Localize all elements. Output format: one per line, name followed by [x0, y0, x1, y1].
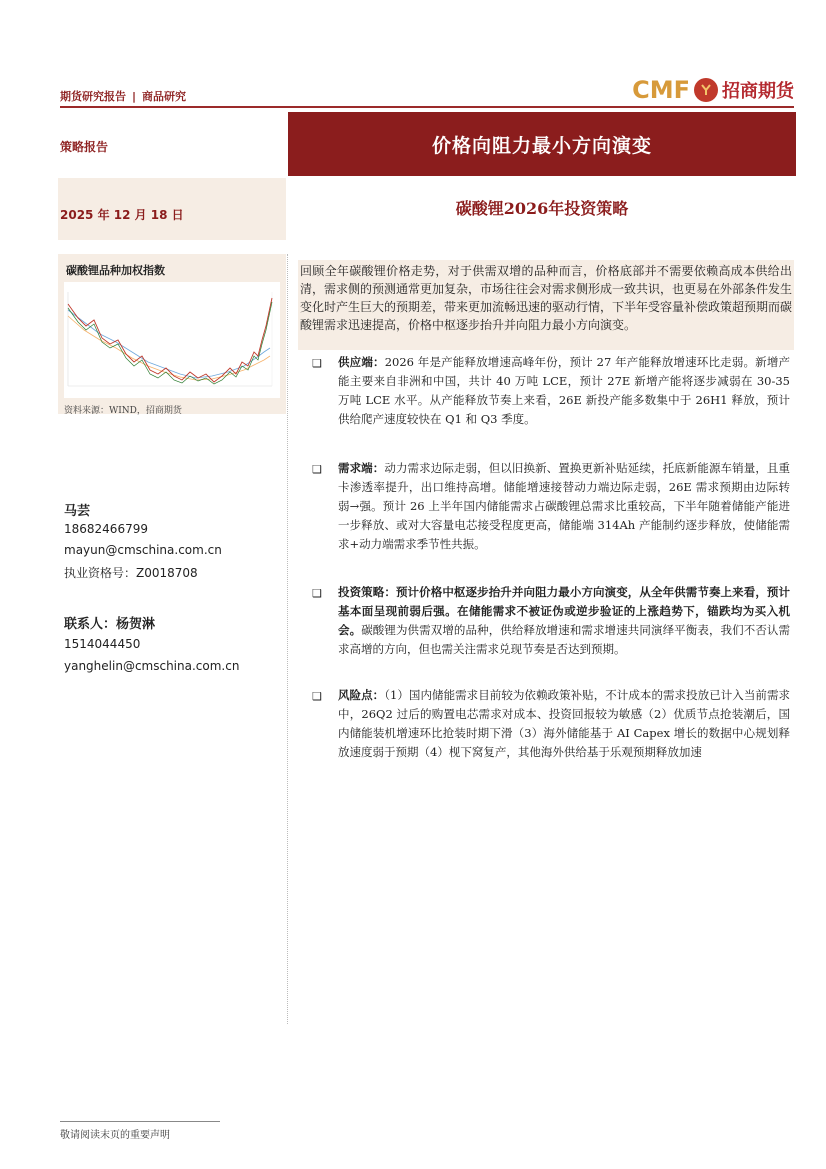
title-banner [288, 112, 796, 176]
bullet-marker-icon: ❑ [312, 463, 322, 476]
summary-text: 回顾全年碳酸锂价格走势，对于供需双增的品种而言，价格底部并不需要依赖高成本供给出清，需求侧的预测通常更加复杂，市场往往会对需求侧形成一致共识，也更易在外部条件发生变化时产生巨大的预期差，带来更加流畅迅速的驱动行情，下半年受容量补偿政策超预期而碳酸锂需求迅速提高，价格中枢逐步抬升并向阻力最小方向演变。 [300, 264, 793, 332]
company-logo [632, 76, 794, 104]
bullet-bold-body: 预计价格中枢逐步抬升并向阻力最小方向演变，从全年供需节奏上来看，预计基本面呈现前弱后强。在储能需求不被证伪或逆步验证的上涨趋势下，锚跌均为买入机会。 [338, 585, 791, 637]
bullet-marker-icon: ❑ [312, 357, 322, 370]
header-section: 商品研究 [142, 90, 187, 103]
bullet-label: 供应端： [338, 355, 385, 369]
bullet-label: 需求端： [338, 461, 385, 475]
chart-source: 资料来源：WIND，招商期货 [64, 406, 182, 416]
report-date: 2025 年 12 月 18 日 [60, 208, 184, 222]
contact-person: 联系人：杨贺淋 [64, 617, 156, 632]
bullet-strategy [338, 583, 790, 659]
price-index-chart [64, 282, 280, 398]
bullet-label: 风险点： [338, 688, 385, 702]
bullet-body: 碳酸锂为供需双增的品种，供给释放增速和需求增速共同演绎平衡表，我们不否认需求高增的方向，但也需关注需求兑现节奏是否达到预期。 [338, 623, 790, 656]
bullet-marker-icon: ❑ [312, 690, 322, 703]
analyst-name: 马芸 [64, 504, 91, 519]
chart-graphic [64, 282, 280, 398]
logo-emblem-icon [694, 78, 718, 102]
column-divider [287, 254, 288, 1024]
report-category [60, 88, 186, 104]
bullet-supply [338, 353, 790, 429]
header-separator: | [132, 90, 137, 103]
logo-cmf-text: CMF [632, 76, 690, 104]
bullet-risk [338, 686, 790, 762]
report-title: 价格向阻力最小方向演变 [431, 134, 652, 157]
bullet-body: 2026 年是产能释放增速高峰年份，预计 27 年产能释放增速环比走弱。新增产能主要来自非洲和中国，共计 40 万吨 LCE，预计 27E 新增产能将逐步减弱在 30-35 万吨 LCE 水平。从产能释放节奏上来看，26E 新投产能多数集中于 26H1 释放，预计供给爬产速度较快在 Q1 和 Q3 季度。 [338, 355, 790, 426]
footer-disclaimer: 敬请阅读末页的重要声明 [60, 1130, 170, 1141]
logo-company-name: 招商期货 [722, 81, 794, 102]
header-divider [60, 106, 794, 108]
bullet-marker-icon: ❑ [312, 587, 322, 600]
bullet-demand [338, 459, 790, 554]
bullet-body: （1）国内储能需求目前较为依赖政策补贴，不计成本的需求投放已计入当前需求中，26Q2 过后的购置电芯需求对成本、投资回报较为敏感（2）优质节点抢装潮后，国内储能装机增速环比抢装时期下滑（3）海外储能基于 AI Capex 增长的数据中心规划释放速度弱于预期（4）枧下窝复产，其他海外供给基于乐观预期释放加速 [338, 688, 791, 759]
bullet-body: 动力需求边际走弱，但以旧换新、置换更新补贴延续，托底新能源车销量，且重卡渗透率提升，出口维持高增。储能增速接替动力端边际走弱，26E 需求预期由边际转弱→强。预计 26 上半年国内储能需求占碳酸锂总需求比重较高，下半年随着储能产能进一步释放、或对大容量电芯接受程度更高，储能端 314Ah 产能制约逐步释放，使储能需求+动力端需求季节性共振。 [338, 461, 791, 551]
header-report-type: 期货研究报告 [60, 90, 126, 103]
report-type-label: 策略报告 [60, 140, 109, 154]
contact-email: yanghelin@cmschina.com.cn [64, 659, 240, 673]
report-subtitle: 碳酸锂2026年投资策略 [455, 199, 629, 218]
analyst-phone: 18682466799 [64, 522, 148, 536]
footer-divider [60, 1121, 220, 1122]
contact-phone: 1514044450 [64, 637, 141, 651]
bullet-label: 投资策略： [338, 585, 396, 599]
chart-title: 碳酸锂品种加权指数 [66, 264, 165, 277]
analyst-email: mayun@cmschina.com.cn [64, 543, 222, 557]
analyst-license: 执业资格号：Z0018708 [64, 566, 198, 580]
